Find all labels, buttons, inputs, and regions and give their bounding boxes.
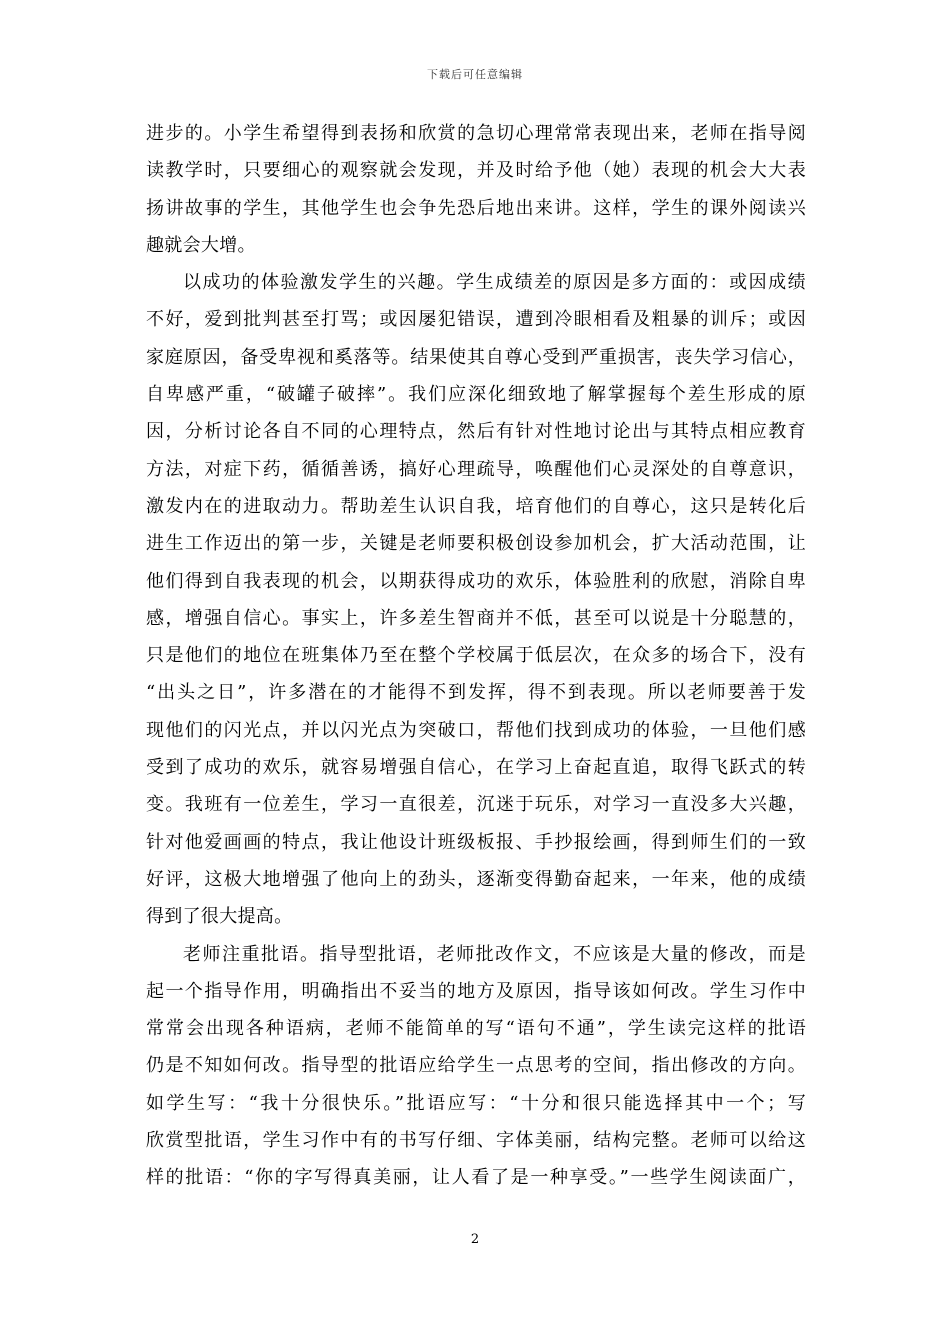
text-line: 家庭原因，备受卑视和奚落等。结果使其自尊心受到严重损害，丧失学习信心，: [146, 346, 806, 368]
text-line: 现他们的闪光点，并以闪光点为突破口，帮他们找到成功的体验，一旦他们感: [146, 719, 806, 741]
text-line: 针对他爱画画的特点，我让他设计班级板报、手抄报绘画，得到师生们的一致: [146, 831, 806, 853]
page-header: 下载后可任意编辑: [427, 68, 523, 81]
text-line: 变。我班有一位差生，学习一直很差，沉迷于玩乐，对学习一直没多大兴趣，: [146, 794, 806, 816]
text-line: 因，分析讨论各自不同的心理特点，然后有针对性地讨论出与其特点相应教育: [146, 421, 806, 443]
text-line: 进生工作迈出的第一步，关键是老师要积极创设参加机会，扩大活动范围，让: [146, 533, 806, 555]
text-line: 以成功的体验激发学生的兴趣。学生成绩差的原因是多方面的：或因成绩: [183, 272, 806, 294]
text-line: 得到了很大提高。: [146, 906, 293, 928]
text-line: 样的批语：“你的字写得真美丽，让人看了是一种享受。”一些学生阅读面广，: [146, 1167, 806, 1189]
text-line: 受到了成功的欢乐，就容易增强自信心，在学习上奋起直追，取得飞跃式的转: [146, 757, 806, 779]
text-line: 欣赏型批语，学生习作中有的书写仔细、字体美丽，结构完整。老师可以给这: [146, 1130, 806, 1152]
text-line: 读教学时，只要细心的观察就会发现，并及时给予他（她）表现的机会大大表: [146, 160, 806, 182]
text-line: 如学生写：“我十分很快乐。”批语应写：“十分和很只能选择其中一个；写: [146, 1092, 806, 1114]
text-line: “出头之日”，许多潜在的才能得不到发挥，得不到表现。所以老师要善于发: [146, 682, 806, 704]
text-line: 常常会出现各种语病，老师不能简单的写“语句不通”，学生读完这样的批语: [146, 1018, 806, 1040]
text-line: 自卑感严重，“破罐子破摔”。我们应深化细致地了解掌握每个差生形成的原: [146, 384, 806, 406]
page-number: 2: [470, 1232, 480, 1247]
text-line: 只是他们的地位在班集体乃至在整个学校属于低层次，在众多的场合下，没有: [146, 645, 806, 667]
text-line: 起一个指导作用，明确指出不妥当的地方及原因，指导该如何改。学生习作中: [146, 980, 806, 1002]
text-line: 不好，爱到批判甚至打骂；或因屡犯错误，遭到冷眼相看及粗暴的训斥；或因: [146, 309, 806, 331]
text-line: 感，增强自信心。事实上，许多差生智商并不低，甚至可以说是十分聪慧的，: [146, 607, 806, 629]
document-body: [146, 115, 806, 1197]
text-line: 好评，这极大地增强了他向上的劲头，逐渐变得勤奋起来，一年来，他的成绩: [146, 868, 806, 890]
text-line: 方法，对症下药，循循善诱，搞好心理疏导，唤醒他们心灵深处的自尊意识，: [146, 458, 806, 480]
text-line: 扬讲故事的学生，其他学生也会争先恐后地出来讲。这样，学生的课外阅读兴: [146, 197, 806, 219]
text-line: 激发内在的进取动力。帮助差生认识自我，培育他们的自尊心，这只是转化后: [146, 495, 806, 517]
text-line: 他们得到自我表现的机会，以期获得成功的欢乐，体验胜利的欣慰，消除自卑: [146, 570, 806, 592]
text-line: 仍是不知如何改。指导型的批语应给学生一点思考的空间，指出修改的方向。: [146, 1055, 806, 1077]
text-line: 趣就会大增。: [146, 234, 256, 256]
text-line: 老师注重批语。指导型批语，老师批改作文，不应该是大量的修改，而是: [183, 943, 806, 965]
text-line: 进步的。小学生希望得到表扬和欣赏的急切心理常常表现出来，老师在指导阅: [146, 123, 806, 144]
